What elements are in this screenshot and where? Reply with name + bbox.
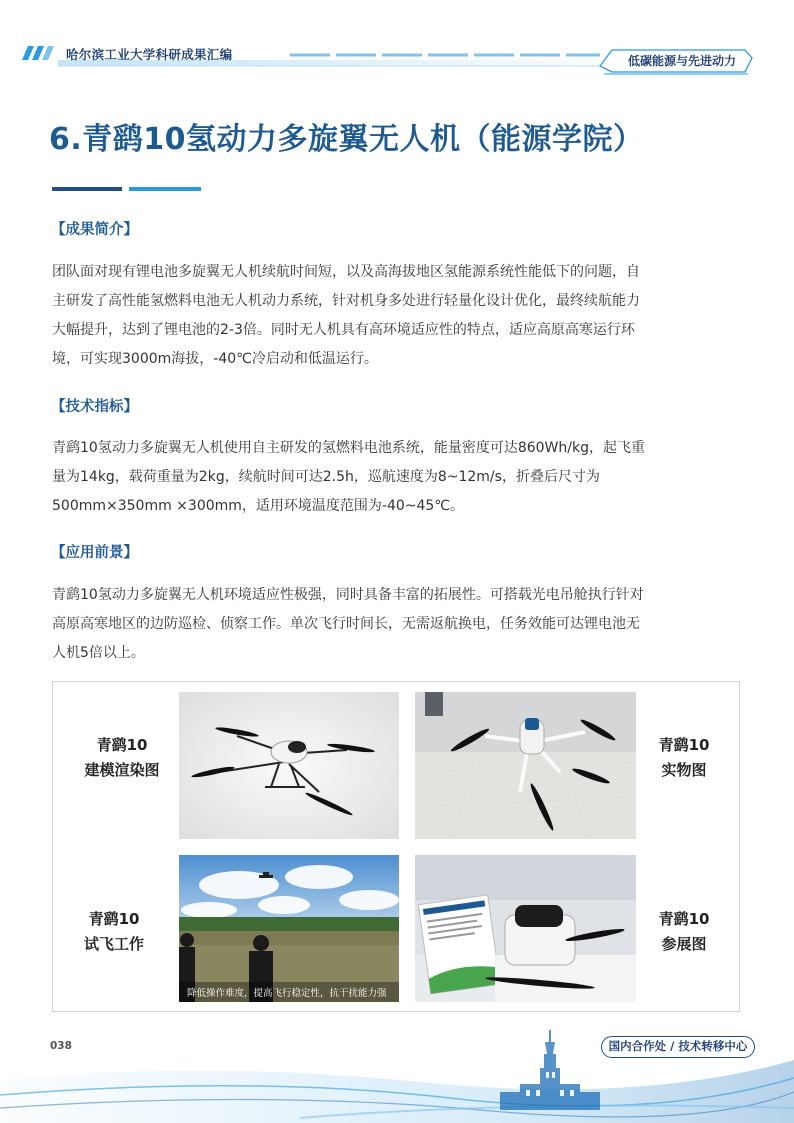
page-number: 038 <box>50 1040 72 1052</box>
photo-exhibit <box>415 855 636 1002</box>
intro-line: 境，可实现3000m海拔，-40℃冷启动和低温运行。 <box>52 351 378 367</box>
caption-physical <box>629 733 739 783</box>
caption-line: 实物图 <box>661 761 707 779</box>
prospects-line: 青鹞10氢动力多旋翼无人机环境适应性极强，同时具备丰富的拓展性。可搭载光电吊舱执行针对 <box>52 587 644 603</box>
caption-render <box>67 733 177 783</box>
intro-line: 主研发了高性能氢燃料电池无人机动力系统，针对机身多处进行轻量化设计优化，最终续航能力 <box>52 293 640 309</box>
intro-paragraph <box>52 258 732 374</box>
photo-flight <box>179 855 399 1002</box>
specs-line: 量为14kg，载荷重量为2kg，续航时间可达2.5h，巡航速度为8~12m/s，折叠后尺寸为 <box>52 469 600 485</box>
photo-physical <box>415 692 636 839</box>
prospects-paragraph <box>52 581 732 668</box>
caption-line: 青鹞10 <box>88 910 140 928</box>
caption-line: 青鹞10 <box>658 910 710 928</box>
specs-line: 青鹞10氢动力多旋翼无人机使用自主研发的氢燃料电池系统，能量密度可达860Wh/kg，起飞重 <box>52 440 645 456</box>
intro-line: 大幅提升，达到了锂电池的2-3倍。同时无人机具有高环境适应性的特点，适应高原高寒运行环 <box>52 322 635 338</box>
office-badge: 国内合作处 / 技术转移中心 <box>601 1036 755 1058</box>
caption-line: 试飞工作 <box>83 935 144 953</box>
intro-line: 团队面对现有锂电池多旋翼无人机续航时间短，以及高海拔地区氢能源系统性能低下的问题，自 <box>52 264 640 280</box>
specs-heading: 【技术指标】 <box>51 399 138 415</box>
photo-render <box>179 692 399 839</box>
page-title: 6.青鹞10氢动力多旋翼无人机（能源学院） <box>49 122 644 157</box>
title-underline-dark <box>52 187 122 191</box>
intro-heading: 【成果简介】 <box>51 222 138 238</box>
header-school-name: 哈尔滨工业大学科研成果汇编 <box>66 47 233 62</box>
caption-line: 参展图 <box>661 935 707 953</box>
caption-line: 建模渲染图 <box>84 761 160 779</box>
caption-exhibit <box>629 907 739 957</box>
flight-subtitle: 降低操作难度，提高飞行稳定性，抗干扰能力强 <box>187 988 387 999</box>
prospects-line: 高原高寒地区的边防巡检、侦察工作。单次飞行时间长，无需返航换电，任务效能可达锂电池无 <box>52 616 640 632</box>
caption-line: 青鹞10 <box>658 736 710 754</box>
header-stripes-icon <box>18 46 58 60</box>
prospects-line: 人机5倍以上。 <box>52 645 145 661</box>
specs-line: 500mm×350mm ×300mm，适用环境温度范围为-40~45℃。 <box>52 498 465 514</box>
caption-flight <box>59 907 169 957</box>
specs-paragraph <box>52 434 732 521</box>
title-underline-light <box>129 187 201 191</box>
caption-line: 青鹞10 <box>96 736 148 754</box>
prospects-heading: 【应用前景】 <box>51 545 138 561</box>
header-category: 低碳能源与先进动力 <box>627 54 736 68</box>
